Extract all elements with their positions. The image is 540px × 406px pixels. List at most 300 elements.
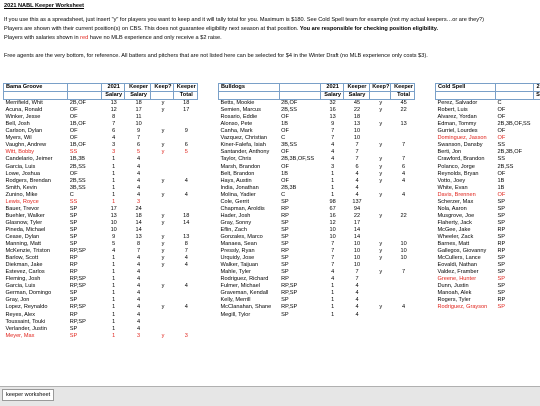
player-row	[436, 149, 540, 156]
player-row	[4, 142, 198, 149]
salary-2021	[534, 220, 540, 227]
player-name: Kelly, Merrill	[219, 297, 280, 304]
position: RP,SP	[279, 283, 320, 290]
player-name: Alvarez, Yordan	[436, 114, 496, 121]
keeper-salary: 6	[124, 142, 151, 149]
keep-cell[interactable]	[151, 164, 173, 171]
salary-2021: 1	[320, 178, 343, 185]
player-name: German, Domingo	[4, 290, 68, 297]
team-name: Bulldogs	[219, 84, 280, 92]
position: 2B,3B	[279, 185, 320, 192]
player-name: Lowe, Joshua	[4, 171, 68, 178]
keeper-total: 14	[173, 220, 197, 227]
instruction-line-1: If you use this as a spreadsheet, just insert "y" for players you want to keep and it will tally total for you. Maximum is $180. See Cold Spell team for example (not my actual keepers…or are they?)	[4, 17, 484, 24]
position: RP,SP	[68, 248, 101, 255]
keep-cell[interactable]	[151, 276, 173, 283]
keeper-salary: 22	[343, 107, 369, 114]
player-name: Mahle, Tyler	[219, 269, 280, 276]
player-row	[219, 142, 415, 149]
player-row	[4, 290, 198, 297]
player-name: Betts, Mookie	[219, 100, 280, 108]
salary-2021	[534, 297, 540, 304]
player-row	[219, 114, 415, 121]
keeper-salary: 4	[124, 192, 151, 199]
keeper-total: 4	[173, 255, 197, 262]
salary-2021	[534, 114, 540, 121]
salary-2021: 1	[320, 192, 343, 199]
keeper-salary: 11	[124, 114, 151, 121]
keep-cell[interactable]	[151, 121, 173, 128]
keeper-total	[391, 283, 415, 290]
position: SS	[68, 199, 101, 206]
keep-cell[interactable]: y	[151, 234, 173, 241]
position: SP	[496, 213, 534, 220]
keep-cell[interactable]: y	[369, 171, 391, 178]
player-name: Gonzales, Marco	[219, 234, 280, 241]
keep-cell[interactable]	[369, 199, 391, 206]
keeper-salary: 7	[124, 135, 151, 142]
keep-cell[interactable]	[369, 297, 391, 304]
keeper-total	[391, 206, 415, 213]
position: SP	[496, 206, 534, 213]
player-row	[219, 185, 415, 192]
salary-2021: 1	[101, 283, 124, 290]
salary-2021: 7	[320, 262, 343, 269]
salary-2021	[534, 135, 540, 142]
player-row	[4, 192, 198, 199]
player-row	[436, 114, 540, 121]
player-name: Crawford, Brandon	[436, 156, 496, 163]
keep-cell[interactable]	[369, 128, 391, 135]
col-salary: S	[534, 92, 540, 100]
salary-2021: 4	[320, 269, 343, 276]
player-name: Pressly, Ryan	[219, 248, 280, 255]
keeper-salary: 4	[124, 326, 151, 333]
keeper-salary: 137	[343, 199, 369, 206]
keep-cell[interactable]: y	[151, 213, 173, 220]
player-name: Davis, Brennen	[436, 192, 496, 199]
player-name: Manning, Matt	[4, 241, 68, 248]
salary-2021: 4	[320, 149, 343, 156]
player-row	[4, 107, 198, 114]
keeper-salary: 4	[124, 262, 151, 269]
position: 1B	[496, 178, 534, 185]
keeper-salary: 4	[343, 283, 369, 290]
player-name: Bauer, Trevor	[4, 206, 68, 213]
player-name: Glasnow, Tyler	[4, 220, 68, 227]
position: SP	[496, 269, 534, 276]
keeper-total	[391, 135, 415, 142]
salary-2021	[534, 121, 540, 128]
keeper-salary: 7	[343, 269, 369, 276]
salary-2021	[534, 255, 540, 262]
keep-cell[interactable]	[151, 319, 173, 326]
keep-cell[interactable]	[151, 185, 173, 192]
keep-cell[interactable]	[151, 206, 173, 213]
position: 2B,SS	[68, 164, 101, 171]
salary-2021: 67	[320, 206, 343, 213]
keep-cell[interactable]	[151, 326, 173, 333]
position: SP	[279, 234, 320, 241]
keep-cell[interactable]: y	[151, 149, 173, 156]
keeper-total	[391, 297, 415, 304]
keep-cell[interactable]	[369, 283, 391, 290]
keeper-salary: 4	[124, 269, 151, 276]
position: SP	[68, 220, 101, 227]
salary-2021: 1	[320, 297, 343, 304]
keep-cell[interactable]: y	[151, 283, 173, 290]
player-row	[4, 171, 198, 178]
keep-cell[interactable]: y	[369, 142, 391, 149]
keeper-salary: 17	[343, 220, 369, 227]
salary-2021: 4	[320, 156, 343, 163]
player-name: Barnes, Matt	[436, 241, 496, 248]
salary-2021: 10	[101, 227, 124, 234]
keep-cell[interactable]	[369, 262, 391, 269]
keep-cell[interactable]: y	[369, 269, 391, 276]
player-row	[436, 178, 540, 185]
player-row	[219, 171, 415, 178]
keep-cell[interactable]	[151, 135, 173, 142]
keeper-total: 7	[391, 269, 415, 276]
keep-cell[interactable]: y	[369, 164, 391, 171]
keeper-total: 17	[173, 107, 197, 114]
position: OF	[68, 135, 101, 142]
position: SP	[68, 290, 101, 297]
player-name: Reynolds, Bryan	[436, 171, 496, 178]
salary-2021: 1	[101, 276, 124, 283]
salary-2021: 16	[320, 213, 343, 220]
position: RP	[496, 227, 534, 234]
player-row	[436, 171, 540, 178]
player-name: McGee, Jake	[436, 227, 496, 234]
player-name: Carlson, Dylan	[4, 128, 68, 135]
keeper-salary: 18	[343, 114, 369, 121]
salary-2021: 12	[101, 107, 124, 114]
keep-cell[interactable]	[151, 269, 173, 276]
position: OF	[68, 114, 101, 121]
keep-cell[interactable]	[369, 114, 391, 121]
keep-cell[interactable]	[369, 135, 391, 142]
keep-cell[interactable]	[369, 185, 391, 192]
player-name: Taylor, Chris	[219, 156, 280, 163]
keep-cell[interactable]	[369, 227, 391, 234]
salary-2021	[534, 156, 540, 163]
position: SP	[496, 262, 534, 269]
position: RP	[279, 248, 320, 255]
col-keep: Keep?	[151, 84, 173, 92]
player-name: Rogers, Tyler	[436, 297, 496, 304]
player-row	[219, 248, 415, 255]
player-name: Alonso, Pete	[219, 121, 280, 128]
keep-cell[interactable]	[369, 220, 391, 227]
keeper-salary: 10	[343, 128, 369, 135]
salary-2021	[534, 283, 540, 290]
player-name: Merrifield, Whit	[4, 100, 68, 108]
keep-cell[interactable]	[151, 171, 173, 178]
salary-2021: 4	[101, 135, 124, 142]
keep-cell[interactable]: y	[369, 192, 391, 199]
keeper-salary: 4	[343, 192, 369, 199]
keep-cell[interactable]: y	[369, 121, 391, 128]
salary-2021	[534, 192, 540, 199]
salary-2021: 1	[320, 283, 343, 290]
keep-cell[interactable]	[151, 297, 173, 304]
salary-2021: 1	[101, 290, 124, 297]
keeper-total	[173, 164, 197, 171]
keeper-total	[173, 319, 197, 326]
keep-cell[interactable]	[151, 199, 173, 206]
position: RP	[496, 241, 534, 248]
page-title: 2021 NABL Keeper Worksheet	[4, 3, 84, 10]
player-row	[219, 199, 415, 206]
salary-2021: 10	[101, 220, 124, 227]
keep-cell[interactable]	[369, 149, 391, 156]
position: 2B,SS	[496, 164, 534, 171]
position: OF	[496, 171, 534, 178]
keeper-salary: 4	[124, 171, 151, 178]
keeper-salary: 24	[124, 206, 151, 213]
keep-cell[interactable]	[151, 156, 173, 163]
player-row	[436, 142, 540, 149]
player-name: Votto, Joey	[436, 178, 496, 185]
position: 2B,OF	[68, 100, 101, 108]
keeper-total: 10	[391, 241, 415, 248]
keeper-salary: 7	[343, 276, 369, 283]
player-row	[4, 333, 198, 340]
position: SP	[68, 326, 101, 333]
keeper-total: 6	[173, 142, 197, 149]
player-name: Hader, Josh	[219, 213, 280, 220]
salary-2021: 1	[101, 164, 124, 171]
player-row	[4, 220, 198, 227]
position: RP	[279, 206, 320, 213]
player-name: India, Jonathan	[219, 185, 280, 192]
sheet-tab-keeper-worksheet[interactable]: keeper worksheet	[2, 389, 54, 401]
salary-2021: 1	[101, 171, 124, 178]
player-name: Wheeler, Zack	[436, 234, 496, 241]
keeper-salary: 4	[124, 178, 151, 185]
keep-cell[interactable]: y	[151, 100, 173, 108]
position: 1B	[279, 171, 320, 178]
salary-2021: 1	[101, 192, 124, 199]
player-name: Edman, Tommy	[436, 121, 496, 128]
keeper-salary: 10	[124, 121, 151, 128]
keeper-total: 4	[173, 283, 197, 290]
player-row	[436, 297, 540, 304]
player-name: Eovaldi, Nathan	[436, 262, 496, 269]
keeper-salary: 10	[343, 262, 369, 269]
salary-2021: 17	[101, 206, 124, 213]
keeper-total: 7	[173, 248, 197, 255]
salary-2021: 1	[101, 304, 124, 311]
keeper-salary: 9	[124, 128, 151, 135]
keeper-total: 4	[173, 192, 197, 199]
salary-2021	[534, 304, 540, 311]
salary-2021	[534, 164, 540, 171]
keep-cell[interactable]: y	[151, 248, 173, 255]
keeper-salary: 4	[124, 164, 151, 171]
position: 1B,3B	[68, 156, 101, 163]
player-row	[436, 128, 540, 135]
instruction-line-3: Players with salaries shown in red have no MLB experience and only receive a $2 raise.	[4, 35, 222, 42]
player-row	[436, 199, 540, 206]
salary-2021: 1	[320, 312, 343, 319]
player-row	[436, 227, 540, 234]
keep-cell[interactable]: y	[151, 178, 173, 185]
keep-cell[interactable]: y	[151, 262, 173, 269]
keep-cell[interactable]: y	[151, 220, 173, 227]
keeper-total: 4	[391, 304, 415, 311]
player-name: Garcia, Luis	[4, 164, 68, 171]
salary-2021: 1	[320, 185, 343, 192]
team-name: Cold Spell	[436, 84, 496, 92]
keep-cell[interactable]	[151, 312, 173, 319]
salary-2021: 1	[320, 304, 343, 311]
position: SP	[68, 234, 101, 241]
player-row	[436, 192, 540, 199]
keep-cell[interactable]	[151, 114, 173, 121]
position: SP	[496, 234, 534, 241]
keeper-total: 18	[173, 100, 197, 108]
keeper-salary: 7	[343, 142, 369, 149]
player-name: Diekman, Jake	[4, 262, 68, 269]
keeper-total	[391, 199, 415, 206]
position: SP	[279, 312, 320, 319]
keep-cell[interactable]: y	[151, 142, 173, 149]
position: OF	[68, 171, 101, 178]
keep-cell[interactable]	[369, 234, 391, 241]
position: OF	[279, 178, 320, 185]
keep-cell[interactable]: y	[151, 333, 173, 340]
salary-2021: 10	[320, 227, 343, 234]
keep-cell[interactable]: y	[369, 255, 391, 262]
keeper-salary: 4	[124, 156, 151, 163]
keep-cell[interactable]	[369, 206, 391, 213]
player-name: Lewis, Royce	[4, 199, 68, 206]
player-row	[4, 199, 198, 206]
keeper-total: 22	[391, 107, 415, 114]
player-row	[219, 304, 415, 311]
keeper-salary: 4	[343, 312, 369, 319]
keeper-total: 10	[391, 255, 415, 262]
player-name: Santander, Anthony	[219, 149, 280, 156]
salary-2021: 1	[101, 333, 124, 340]
keeper-total	[173, 297, 197, 304]
position: OF	[279, 164, 320, 171]
keeper-total	[391, 185, 415, 192]
position: SP	[68, 227, 101, 234]
player-row	[4, 149, 198, 156]
keep-cell[interactable]	[369, 290, 391, 297]
player-name: Fleming, Josh	[4, 276, 68, 283]
keep-cell[interactable]: y	[369, 156, 391, 163]
keeper-salary: 14	[124, 220, 151, 227]
keeper-salary: 7	[343, 156, 369, 163]
position: SS	[68, 149, 101, 156]
keep-cell[interactable]: y	[369, 100, 391, 108]
player-row	[436, 248, 540, 255]
player-name: Dunn, Justin	[436, 283, 496, 290]
salary-2021: 1	[320, 171, 343, 178]
keep-cell[interactable]: y	[369, 107, 391, 114]
position: 2B,3B,OF,SS	[279, 156, 320, 163]
player-name: Belt, Brandon	[219, 171, 280, 178]
player-name: Urquidy, Jose	[219, 255, 280, 262]
keep-cell[interactable]	[369, 276, 391, 283]
position: SP	[496, 276, 534, 283]
keeper-salary: 4	[124, 290, 151, 297]
player-row	[4, 128, 198, 135]
position: 1B	[279, 121, 320, 128]
keeper-salary: 10	[343, 248, 369, 255]
keep-cell[interactable]: y	[151, 192, 173, 199]
keep-cell[interactable]: y	[151, 304, 173, 311]
keep-cell[interactable]: y	[369, 248, 391, 255]
position: OF	[496, 114, 534, 121]
keep-cell[interactable]: y	[369, 178, 391, 185]
position: SP	[279, 241, 320, 248]
salary-2021	[534, 262, 540, 269]
col-kept: Keeper	[391, 84, 415, 92]
keep-cell[interactable]: y	[151, 128, 173, 135]
keeper-salary: 4	[343, 297, 369, 304]
keep-cell[interactable]	[151, 227, 173, 234]
player-row	[4, 206, 198, 213]
keeper-total	[391, 290, 415, 297]
keeper-total: 4	[173, 178, 197, 185]
player-row	[4, 326, 198, 333]
keeper-total: 5	[173, 149, 197, 156]
position: 2B,3B,OF,SS	[496, 121, 534, 128]
player-row	[436, 135, 540, 142]
position: RP,SP	[68, 304, 101, 311]
keep-cell[interactable]: y	[151, 241, 173, 248]
keep-cell[interactable]: y	[369, 241, 391, 248]
keeper-total	[391, 114, 415, 121]
salary-2021	[534, 199, 540, 206]
salary-2021: 1	[101, 297, 124, 304]
salary-2021: 4	[320, 276, 343, 283]
keeper-total	[173, 121, 197, 128]
keep-cell[interactable]	[151, 290, 173, 297]
player-row	[436, 269, 540, 276]
keep-cell[interactable]: y	[151, 255, 173, 262]
player-name: Chapman, Aroldis	[219, 206, 280, 213]
keeper-total	[173, 206, 197, 213]
salary-2021: 4	[320, 142, 343, 149]
keep-cell[interactable]: y	[369, 213, 391, 220]
keep-cell[interactable]: y	[369, 304, 391, 311]
salary-2021: 32	[320, 100, 343, 108]
keep-cell[interactable]: y	[151, 107, 173, 114]
position: OF	[496, 135, 534, 142]
player-row	[436, 262, 540, 269]
player-row	[4, 262, 198, 269]
position: SP	[68, 333, 101, 340]
keeper-total	[173, 156, 197, 163]
position: RP,SP	[68, 283, 101, 290]
player-row	[219, 312, 415, 319]
player-row	[4, 283, 198, 290]
player-row	[436, 107, 540, 114]
salary-2021	[534, 213, 540, 220]
salary-2021: 3	[320, 164, 343, 171]
salary-2021: 98	[320, 199, 343, 206]
salary-2021: 1	[320, 290, 343, 297]
salary-2021	[534, 149, 540, 156]
keep-cell[interactable]	[369, 312, 391, 319]
